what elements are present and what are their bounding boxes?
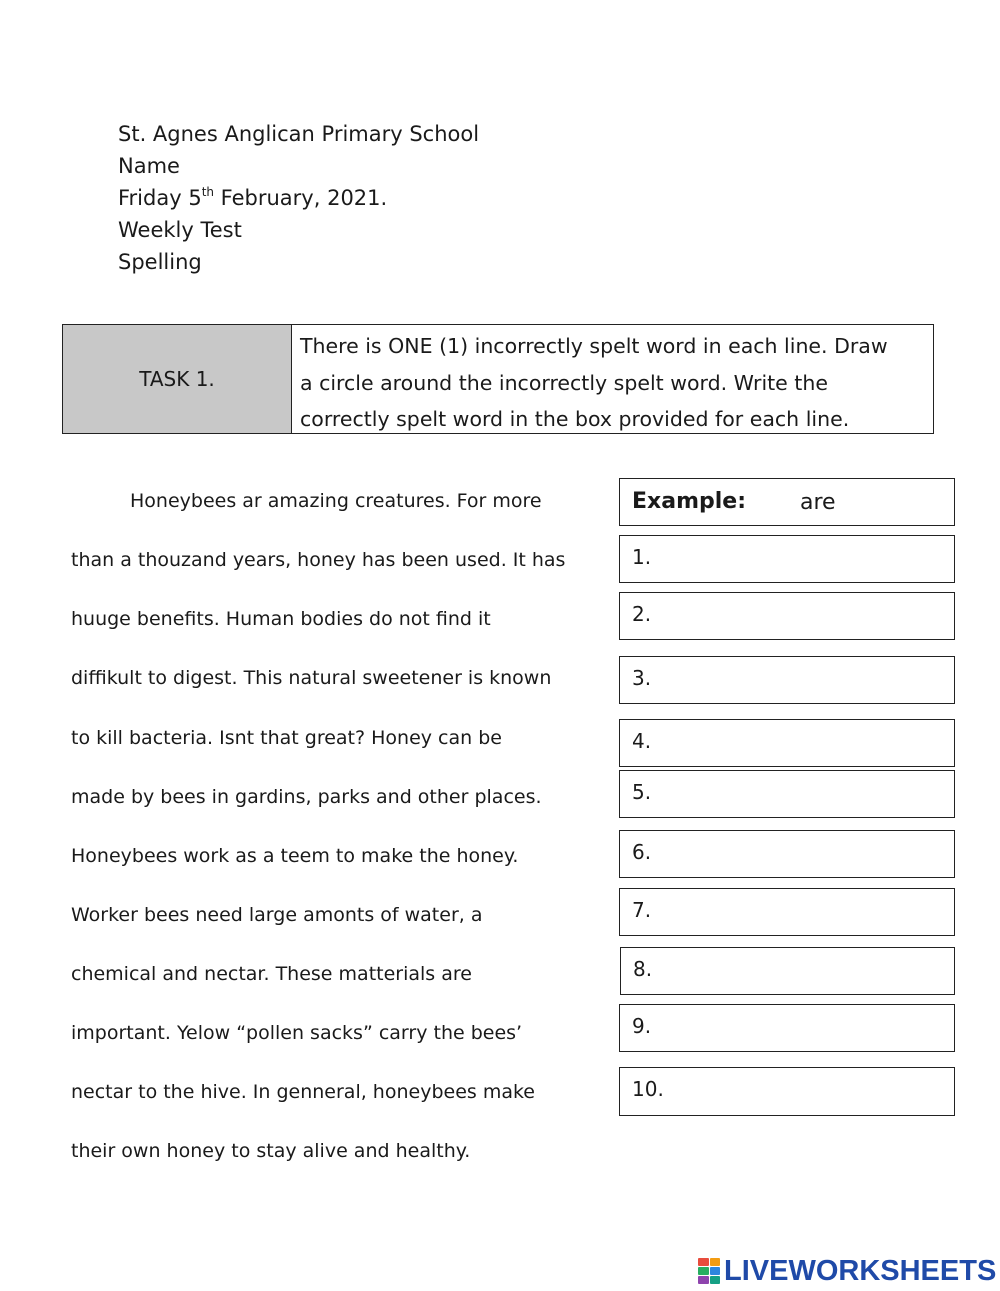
answer-input-4[interactable] [680,728,944,760]
answer-number: 4. [632,729,652,753]
school-name: St. Agnes Anglican Primary School [118,122,480,146]
answer-box-7[interactable] [619,888,955,936]
instruction-line: correctly spelt word in the box provided for each line. [300,407,850,431]
answer-box-9[interactable] [619,1004,955,1052]
task-box [62,324,934,434]
answer-number: 1. [632,545,652,569]
example-answer-box [619,478,955,526]
answer-number: 10. [632,1077,664,1101]
logo-tile [710,1276,721,1284]
passage-line: Worker bees need large amonts of water, a [71,904,483,926]
passage-line: nectar to the hive. In genneral, honeybees make [71,1081,535,1103]
answer-box-8[interactable] [620,947,955,995]
answer-box-1[interactable] [619,535,955,583]
answer-input-2[interactable] [680,601,944,633]
instruction-line: There is ONE (1) incorrectly spelt word in each line. Draw [300,334,888,358]
answer-number: 5. [632,780,652,804]
answer-box-2[interactable] [619,592,955,640]
answer-number: 2. [632,602,652,626]
date-prefix: Friday 5 [118,186,202,210]
date-suffix: February, 2021. [214,186,388,210]
date-sup: th [201,185,214,199]
answer-box-6[interactable] [619,830,955,878]
passage-line: important. Yelow “pollen sacks” carry the bees’ [71,1022,523,1044]
answer-number: 8. [633,957,653,981]
logo-tile [698,1267,709,1275]
passage-line: made by bees in gardins, parks and other places. [71,786,542,808]
instruction-line: a circle around the incorrectly spelt word. Write the [300,370,828,395]
example-value: are [800,490,836,515]
logo-tile [710,1258,721,1266]
logo-tile [698,1276,709,1284]
answer-box-3[interactable] [619,656,955,704]
liveworksheets-logo[interactable] [698,1256,996,1286]
answer-box-5[interactable] [619,770,955,818]
name-label: Name [118,154,180,178]
task-label: TASK 1. [63,325,292,433]
subject: Spelling [118,250,202,274]
answer-input-7[interactable] [680,897,944,929]
answer-input-5[interactable] [680,779,944,811]
passage-line: their own honey to stay alive and healthy. [71,1140,471,1162]
logo-tile [698,1258,709,1266]
passage-line: chemical and nectar. These matterials are [71,963,472,985]
answer-input-9[interactable] [680,1013,944,1045]
passage-line: to kill bacteria. Isnt that great? Honey can be [71,727,502,749]
answer-number: 7. [632,898,652,922]
task-instructions [292,325,933,433]
answer-input-6[interactable] [680,839,944,871]
header-block [118,118,479,278]
answer-input-3[interactable] [680,665,944,697]
logo-text: LIVEWORKSHEETS [724,1254,997,1287]
passage-line: Honeybees ar amazing creatures. For more [130,490,542,512]
answer-number: 6. [632,840,652,864]
passage-line: huuge benefits. Human bodies do not find it [71,608,491,630]
answer-box-4[interactable] [619,719,955,767]
test-date [118,182,479,214]
answer-number: 3. [632,666,652,690]
logo-tile [710,1267,721,1275]
passage-line: diffikult to digest. This natural sweetener is known [71,667,552,689]
liveworksheets-logo-icon [698,1258,720,1284]
answer-input-1[interactable] [680,544,944,576]
test-type: Weekly Test [118,218,242,242]
answer-number: 9. [632,1014,652,1038]
answer-input-8[interactable] [681,956,945,988]
answer-input-10[interactable] [680,1076,944,1108]
answer-box-10[interactable] [619,1067,955,1116]
passage-line: Honeybees work as a teem to make the honey. [71,845,519,867]
passage-line: than a thouzand years, honey has been used. It has [71,549,566,571]
example-label: Example: [632,489,746,514]
